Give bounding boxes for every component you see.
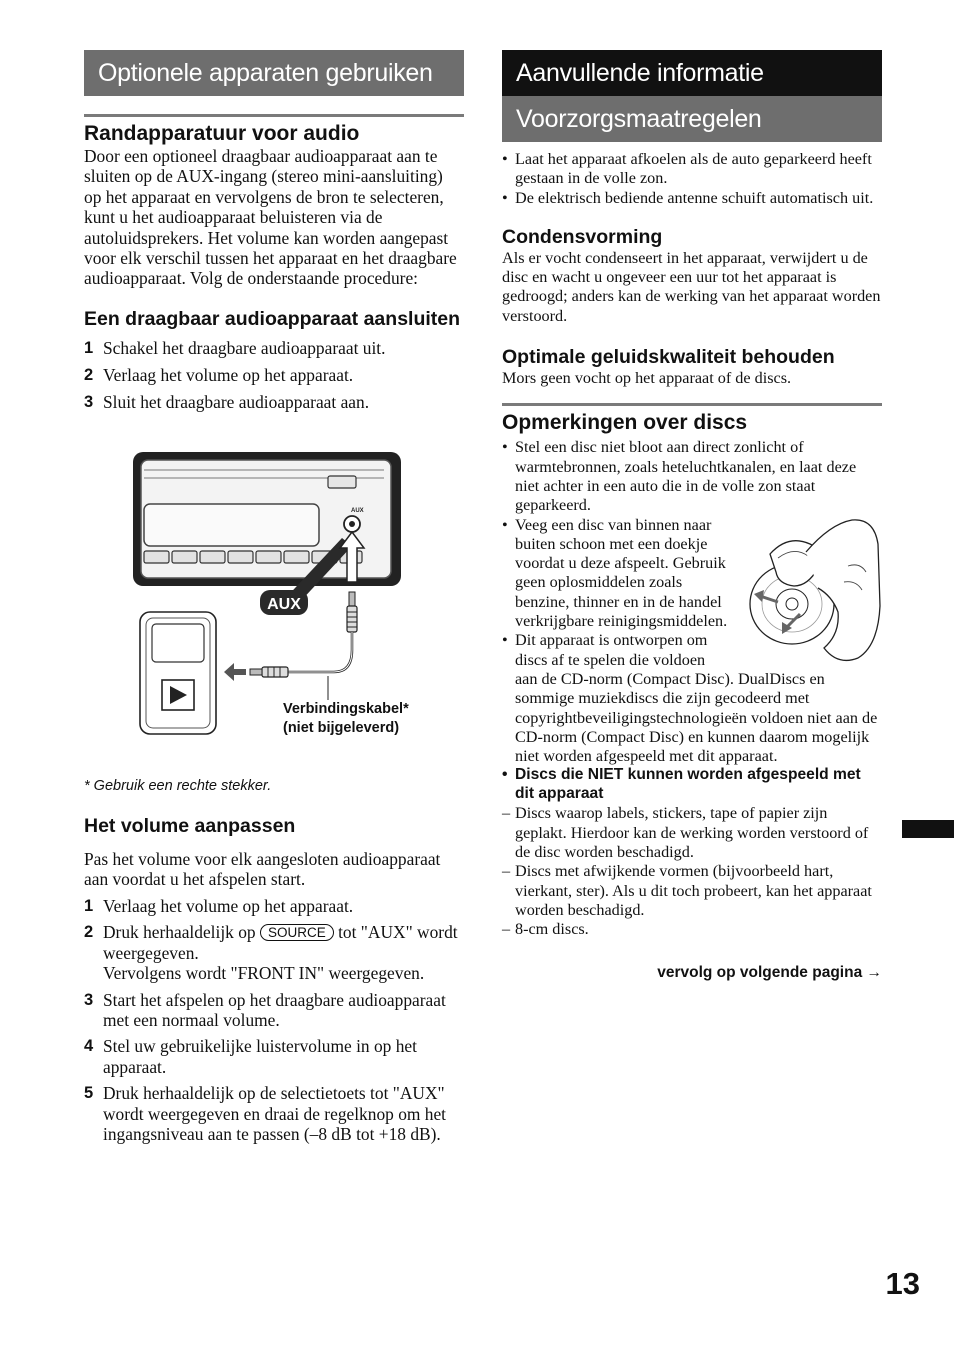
volume-step: 2 Druk herhaaldelijk op SOURCE tot "AUX" wordt weergegeven. Vervolgens wordt "FRONT IN" weergegeven. (84, 922, 458, 984)
adjust-volume-intro: Pas het volume voor elk aangesloten audioapparaat aan voordat u het afspelen start. (84, 849, 441, 890)
section-banner-additional-info: Aanvullende informatie (502, 50, 882, 96)
connect-step: 2 Verlaag het volume op het apparaat. (84, 364, 354, 385)
list-item: • Dit apparaat is ontworpen om discs af te spelen die voldoen aan de CD-norm (Compact Disc). DualDiscs en sommige muziekdiscs die zijn gecodeerd met copyrightbeveiligingstechnologieën voldoen niet aan de CD-norm (Compact Disc) en kunnen daarom mogelijk niet worden afgespeeld met dit apparaat. (502, 631, 882, 766)
precautions-list (502, 150, 882, 208)
cable-label: Verbindingskabel* (niet bijgeleverd) (283, 701, 409, 737)
sound-quality-text: Mors geen vocht op het apparaat of de discs. (502, 369, 792, 388)
connect-step: 1 Schakel het draagbare audioapparaat uit. (84, 337, 386, 358)
list-item: • De elektrisch bediende antenne schuift automatisch uit. (502, 189, 882, 208)
volume-step: 3 Start het afspelen op het draagbare audioapparaat met een normaal volume. (84, 989, 446, 1030)
aux-tag-text: AUX (267, 596, 301, 614)
list-item: – Discs waarop labels, stickers, tape of papier zijn geplakt. Hierdoor kan de werking worden verstoord of de disc worden beschadigd. (502, 804, 882, 862)
volume-step: 4 Stel uw gebruikelijke luistervolume in op het apparaat. (84, 1036, 417, 1077)
heading-sound-quality: Optimale geluidskwaliteit behouden (502, 346, 835, 369)
audio-peripherals-intro: Door een optioneel draagbaar audioapparaat aan te sluiten op de AUX-ingang (stereo mini-aansluiting) op het apparaat en vervolgens de bron te selecteren, kunt u het audioapparaat beluisteren via de autoluidsprekers. Het volume kan worden aangepast voor elk verschil tussen het apparaat en het draagbare audioapparaat. Volg de onderstaande procedure: (84, 146, 457, 289)
footnote-straight-plug: * Gebruik een rechte stekker. (84, 778, 272, 795)
section-rule (502, 403, 882, 406)
connect-steps-list (84, 338, 464, 412)
side-thumb-tab (902, 820, 954, 838)
arrow-left-icon (224, 663, 246, 681)
section-banner-optional-devices: Optionele apparaten gebruiken (84, 50, 464, 96)
aux-port-label: AUX (351, 508, 364, 515)
heading-disc-notes: Opmerkingen over discs (502, 411, 748, 435)
list-item: • Veeg een disc van binnen naar buiten schoon met een doekje voordat u deze afspeelt. Gebruik geen oplosmiddelen zoals benzine, thinner en in de handel verkrijgbare reinigingsmiddelen. (502, 516, 737, 632)
car-stereo-diagram (84, 450, 464, 790)
disc-notes-block (502, 438, 882, 939)
heading-condensation: Condensvorming (502, 225, 663, 248)
page-number: 13 (885, 1266, 920, 1301)
list-item: • Laat het apparaat afkoelen als de auto geparkeerd heeft gestaan in de volle zon. (502, 150, 882, 189)
volume-step: 5 Druk herhaaldelijk op de selectietoets tot "AUX" wordt weergegeven en draai de regelknop om het ingangsniveau aan te passen (–8 dB tot +18 dB). (84, 1083, 447, 1144)
list-item: – 8-cm discs. (502, 920, 882, 939)
list-item: • Discs die NIET kunnen worden afgespeeld met dit apparaat (502, 766, 882, 803)
volume-step: 1 Verlaag het volume op het apparaat. (84, 895, 354, 916)
eject-button (328, 476, 356, 488)
condensation-text: Als er vocht condenseert in het apparaat, verwijdert u de disc en wacht u ongeveer een uur tot het apparaat is gedroogd; anders kan de werking van het apparaat worden verstoord. (502, 248, 881, 325)
left-column (84, 50, 464, 1144)
source-button-label: SOURCE (260, 924, 334, 941)
list-item: • Stel een disc niet bloot aan direct zonlicht of warmtebronnen, zoals heteluchtkanalen, en laat deze niet achter in een auto die in de volle zon staat geparkeerd. (502, 438, 882, 515)
heading-audio-peripherals: Randapparatuur voor audio (84, 122, 360, 145)
volume-steps-list (84, 896, 464, 1144)
connect-step: 3 Sluit het draagbare audioapparaat aan. (84, 391, 370, 412)
display-window (144, 504, 319, 546)
section-banner-precautions: Voorzorgsmaatregelen (502, 96, 882, 142)
list-item: – Discs met afwijkende vormen (bijvoorbeeld hart, vierkant, ster). Als u dit toch probeert, kan het apparaat worden beschadigd. (502, 862, 882, 920)
continued-next-page: vervolg op volgende pagina → (657, 963, 882, 981)
right-column (502, 50, 882, 982)
heading-connect-portable: Een draagbaar audioapparaat aansluiten (84, 307, 461, 330)
heading-adjust-volume: Het volume aanpassen (84, 815, 296, 838)
section-rule (84, 114, 464, 117)
aux-connection-illustration (84, 450, 464, 790)
unplayable-discs-list (502, 804, 882, 939)
